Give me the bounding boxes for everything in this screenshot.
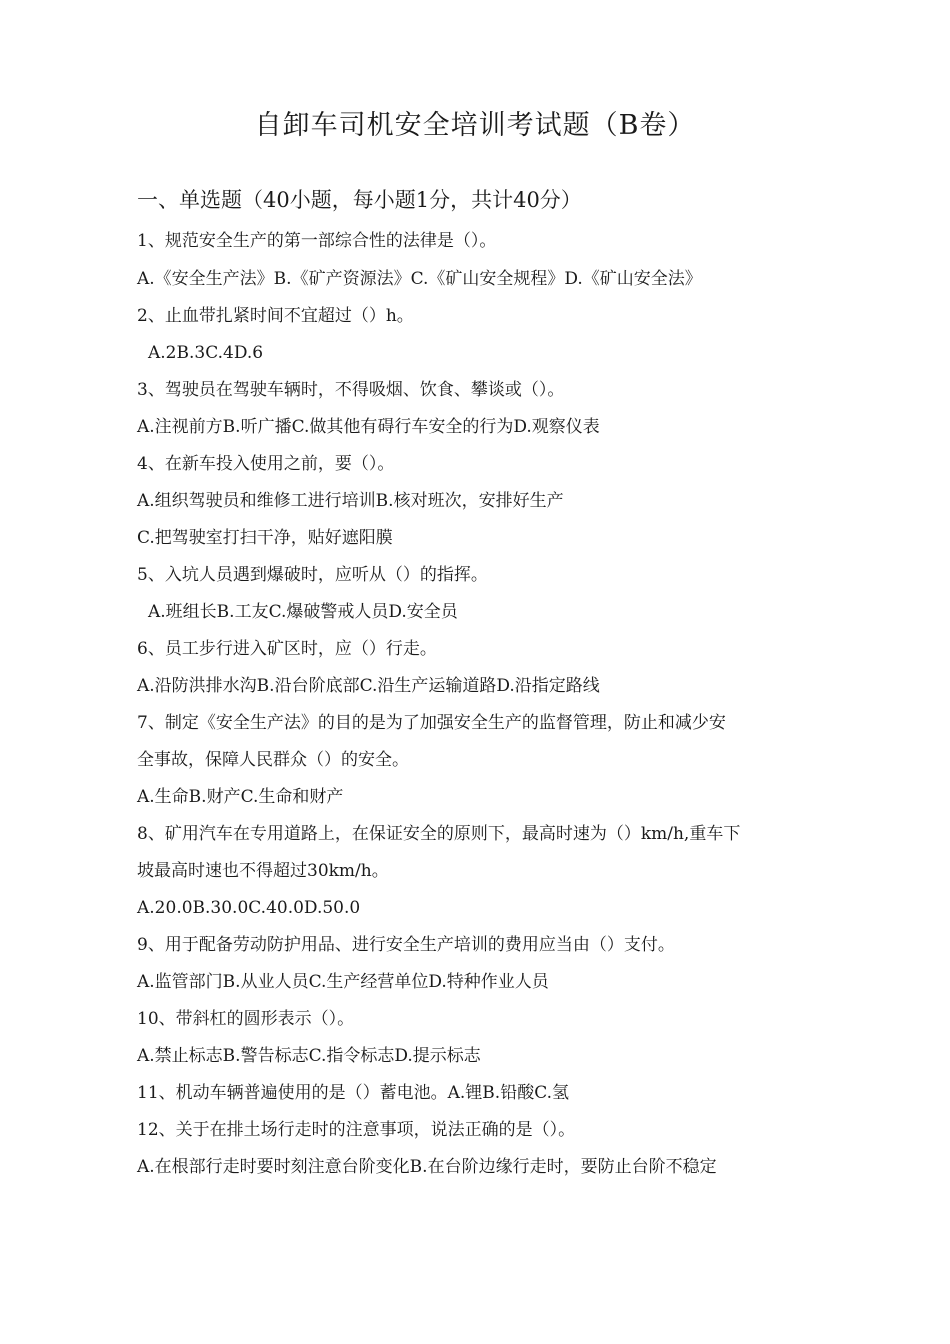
question-7-line-1: 7、制定《安全生产法》的目的是为了加强安全生产的监督管理，防止和减少安 [137,713,726,733]
question-5: 5、入坑人员遇到爆破时，应听从（）的指挥。 [137,565,488,585]
question-9: 9、用于配备劳动防护用品、进行安全生产培训的费用应当由（）支付。 [137,935,675,955]
question-12: 12、关于在排土场行走时的注意事项，说法正确的是（）。 [137,1120,576,1140]
options-6: A.沿防洪排水沟B.沿台阶底部C.沿生产运输道路D.沿指定路线 [137,676,600,696]
question-10: 10、带斜杠的圆形表示（）。 [137,1009,355,1029]
question-4: 4、在新车投入使用之前，要（）。 [137,454,395,474]
question-8-line-2: 坡最高时速也不得超过30km/h。 [137,861,389,881]
options-4-line-1: A.组织驾驶员和维修工进行培训B.核对班次，安排好生产 [137,491,564,511]
options-7: A.生命B.财产C.生命和财产 [137,787,344,807]
question-8-line-1: 8、矿用汽车在专用道路上，在保证安全的原则下，最高时速为（）km/h,重车下 [137,824,741,844]
section-heading: 一、单选题（40小题，每小题1分，共计40分） [137,188,582,212]
question-1: 1、规范安全生产的第一部综合性的法律是（）。 [137,231,497,251]
options-2: A.2B.3C.4D.6 [148,343,264,363]
options-5: A.班组长B.工友C.爆破警戒人员D.安全员 [148,602,458,622]
options-9: A.监管部门B.从业人员C.生产经营单位D.特种作业人员 [137,972,549,992]
question-11: 11、机动车辆普遍使用的是（）蓄电池。A.锂B.铅酸C.氢 [137,1083,570,1103]
options-4-line-2: C.把驾驶室打扫干净，贴好遮阳膜 [137,528,393,548]
options-12: A.在根部行走时要时刻注意台阶变化B.在台阶边缘行走时，要防止台阶不稳定 [137,1157,717,1177]
options-8: A.20.0B.30.0C.40.0D.50.0 [137,898,361,918]
options-3: A.注视前方B.听广播C.做其他有碍行车安全的行为D.观察仪表 [137,417,600,437]
options-10: A.禁止标志B.警告标志C.指令标志D.提示标志 [137,1046,481,1066]
options-1: A.《安全生产法》B.《矿产资源法》C.《矿山安全规程》D.《矿山安全法》 [137,269,702,289]
question-3: 3、驾驶员在驾驶车辆时，不得吸烟、饮食、攀谈或（）。 [137,380,565,400]
question-2: 2、止血带扎紧时间不宜超过（）h。 [137,306,414,326]
question-7-line-2: 全事故，保障人民群众（）的安全。 [137,750,409,770]
question-6: 6、员工步行进入矿区时，应（）行走。 [137,639,437,659]
document-title: 自卸车司机安全培训考试题（B卷） [254,110,696,141]
